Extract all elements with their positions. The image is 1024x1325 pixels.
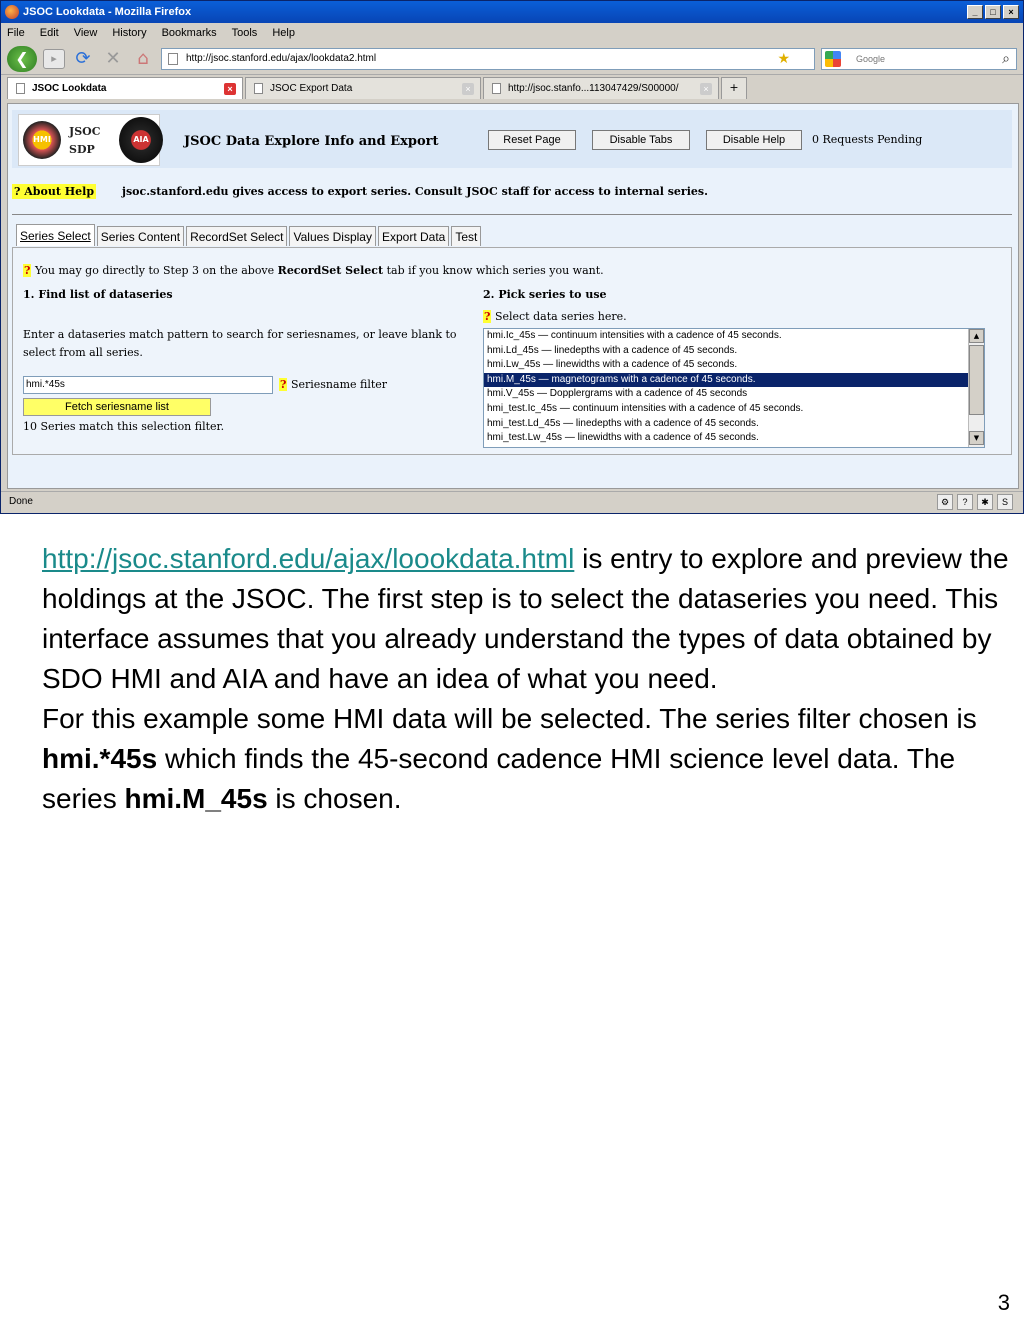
lookdata-link[interactable]: http://jsoc.stanford.edu/ajax/loookdata.html [42, 543, 575, 574]
tab-series-select[interactable]: Series Select [16, 224, 95, 246]
firefox-window [0, 0, 1024, 514]
browser-tab-export[interactable] [245, 77, 481, 99]
page-icon [168, 53, 178, 65]
new-tab-icon[interactable]: + [721, 77, 747, 99]
menu-tools[interactable]: Tools [231, 27, 258, 39]
page-number: 3 [997, 1290, 1010, 1315]
url-bar[interactable] [161, 48, 815, 70]
tab-close-icon[interactable]: × [700, 83, 712, 95]
divider [12, 214, 1012, 215]
tab-export-data[interactable]: Export Data [378, 226, 449, 246]
list-item-selected[interactable]: hmi.M_45s — magnetograms with a cadence of 45 seconds. [484, 373, 968, 388]
firefox-icon [5, 5, 19, 19]
select-hint: ? Select data series here. [484, 310, 627, 323]
menu-view[interactable]: View [73, 27, 98, 39]
list-item[interactable]: hmi.V_45s — Dopplergrams with a cadence of 45 seconds [487, 388, 748, 400]
series-listbox[interactable] [483, 328, 985, 448]
tip-text: ? You may go directly to Step 3 on the above RecordSet Select tab if you know which series you want. [24, 264, 604, 277]
scroll-up-icon[interactable]: ▲ [969, 329, 984, 343]
menu-file[interactable]: File [7, 27, 25, 39]
home-icon[interactable]: ⌂ [137, 48, 149, 69]
menu-history[interactable]: History [112, 27, 147, 39]
paragraph-1: is entry to explore and preview the holdings at the JSOC. The first step is to select the dataseries you need. This interface assumes that you already understand the types of data obtained by SDO HMI and AIA and have an idea of what you need. [42, 543, 1009, 694]
help-icon[interactable]: ? [957, 494, 973, 510]
stop-icon[interactable]: ✕ [105, 48, 121, 69]
hmi-logo: HMI [23, 121, 61, 159]
step2-heading: 2. Pick series to use [483, 288, 607, 301]
page-tabs [16, 226, 481, 246]
list-item[interactable]: hmi_test.Lw_45s — linewidths with a cadence of 45 seconds. [487, 432, 759, 444]
tab-series-content[interactable]: Series Content [97, 226, 184, 246]
maximize-button[interactable]: □ [985, 5, 1001, 19]
navigation-toolbar [1, 43, 1023, 75]
aia-logo: AIA [119, 117, 163, 163]
status-text: Done [9, 496, 33, 507]
page-title: JSOC Data Explore Info and Export [184, 134, 439, 149]
paragraph-2: For this example some HMI data will be selected. The series filter chosen is [42, 703, 977, 734]
reset-page-button[interactable]: Reset Page [488, 130, 576, 150]
minimize-button[interactable]: _ [967, 5, 983, 19]
browser-tab-url[interactable] [483, 77, 719, 99]
list-item[interactable]: hmi.Lw_45s — linewidths with a cadence of 45 seconds. [487, 359, 738, 371]
scrollbar[interactable] [968, 329, 984, 447]
match-count: 10 Series match this selection filter. [23, 420, 225, 433]
fetch-seriesname-list-button[interactable]: Fetch seriesname list [23, 398, 211, 416]
firebug-icon[interactable]: ✱ [977, 494, 993, 510]
help-question-icon[interactable]: ? [24, 264, 31, 277]
menu-help[interactable]: Help [272, 27, 295, 39]
title-bar [1, 1, 1023, 23]
series-emphasis: hmi.M_45s [124, 783, 268, 814]
filter-emphasis: hmi.*45s [42, 743, 158, 774]
search-placeholder: Google [856, 53, 886, 64]
url-text: http://jsoc.stanford.edu/ajax/lookdata2.html [186, 53, 377, 64]
list-item[interactable]: hmi_test.Ld_45s — linedepths with a cadence of 45 seconds. [487, 417, 759, 429]
step1-heading: 1. Find list of dataseries [23, 288, 173, 301]
scroll-thumb[interactable] [969, 345, 984, 415]
close-button[interactable]: × [1003, 5, 1019, 19]
slide-text: http://jsoc.stanford.edu/ajax/loookdata.html is entry to explore and preview the holdings at the JSOC. The first step is to select the dataseries you need. This interface assumes that you already understand the types of data obtained by SDO HMI and AIA and have an idea of what you need. For this example some HMI data will be selected. The series filter chosen is hmi.*45s which finds the 45-second cadence HMI science level data. The series hmi.M_45s is chosen. [42, 543, 1009, 814]
filter-label: ? Seriesname filter [280, 378, 388, 391]
window-title: JSOC Lookdata - Mozilla Firefox [23, 6, 192, 18]
page-header [12, 110, 1012, 168]
tab-page-icon [492, 83, 501, 94]
addon-icon[interactable]: ⚙ [937, 494, 953, 510]
tab-label: JSOC Export Data [270, 83, 353, 94]
bookmark-star-icon[interactable]: ★ [777, 49, 790, 66]
tab-close-icon[interactable]: × [224, 83, 236, 95]
help-text: jsoc.stanford.edu gives access to export series. Consult JSOC staff for access to internal series. [122, 185, 708, 198]
back-button[interactable]: ❮ [7, 46, 37, 72]
tab-values-display[interactable]: Values Display [289, 226, 375, 246]
help-question-icon[interactable]: ? [280, 378, 287, 391]
tab-close-icon[interactable]: × [462, 83, 474, 95]
logo [18, 114, 160, 166]
tab-page-icon [254, 83, 263, 94]
menu-bar [1, 23, 1023, 43]
forward-button[interactable]: ▸ [43, 49, 65, 69]
tab-test[interactable]: Test [451, 226, 481, 246]
page-content [7, 103, 1019, 489]
logo-text: JSOC SDP [69, 125, 101, 156]
list-item[interactable]: hmi_test.Ic_45s — continuum intensities with a cadence of 45 seconds. [487, 402, 804, 414]
tab-recordset-select[interactable]: RecordSet Select [186, 226, 287, 246]
google-icon[interactable] [825, 51, 841, 67]
status-bar [1, 491, 1023, 513]
help-question-icon[interactable]: ? [484, 310, 491, 323]
search-box[interactable] [821, 48, 1017, 70]
seriesname-filter-input[interactable]: hmi.*45s [23, 376, 273, 394]
reload-icon[interactable]: ⟳ [75, 48, 91, 69]
security-icon[interactable]: S [997, 494, 1013, 510]
disable-tabs-button[interactable]: Disable Tabs [592, 130, 690, 150]
instructions: Enter a dataseries match pattern to search for seriesnames, or leave blank to select from all series. [23, 328, 457, 359]
menu-edit[interactable]: Edit [39, 27, 59, 39]
about-help-link[interactable]: ? About Help [14, 185, 95, 198]
browser-tab-bar [1, 75, 1023, 99]
browser-tab-lookdata[interactable] [7, 77, 243, 99]
menu-bookmarks[interactable]: Bookmarks [161, 27, 217, 39]
tab-label: JSOC Lookdata [32, 83, 107, 94]
list-item[interactable]: hmi.Ld_45s — linedepths with a cadence of 45 seconds. [487, 344, 738, 356]
scroll-down-icon[interactable]: ▼ [969, 431, 984, 445]
search-icon[interactable]: ⌕ [1002, 49, 1010, 66]
tab-page-icon [16, 83, 25, 94]
list-item[interactable]: hmi.Ic_45s — continuum intensities with a cadence of 45 seconds. [487, 330, 782, 341]
requests-pending: 0 Requests Pending [812, 133, 923, 146]
series-select-panel [12, 247, 1012, 455]
disable-help-button[interactable]: Disable Help [706, 130, 802, 150]
tab-label: http://jsoc.stanfo...113047429/S00000/ [508, 83, 679, 94]
